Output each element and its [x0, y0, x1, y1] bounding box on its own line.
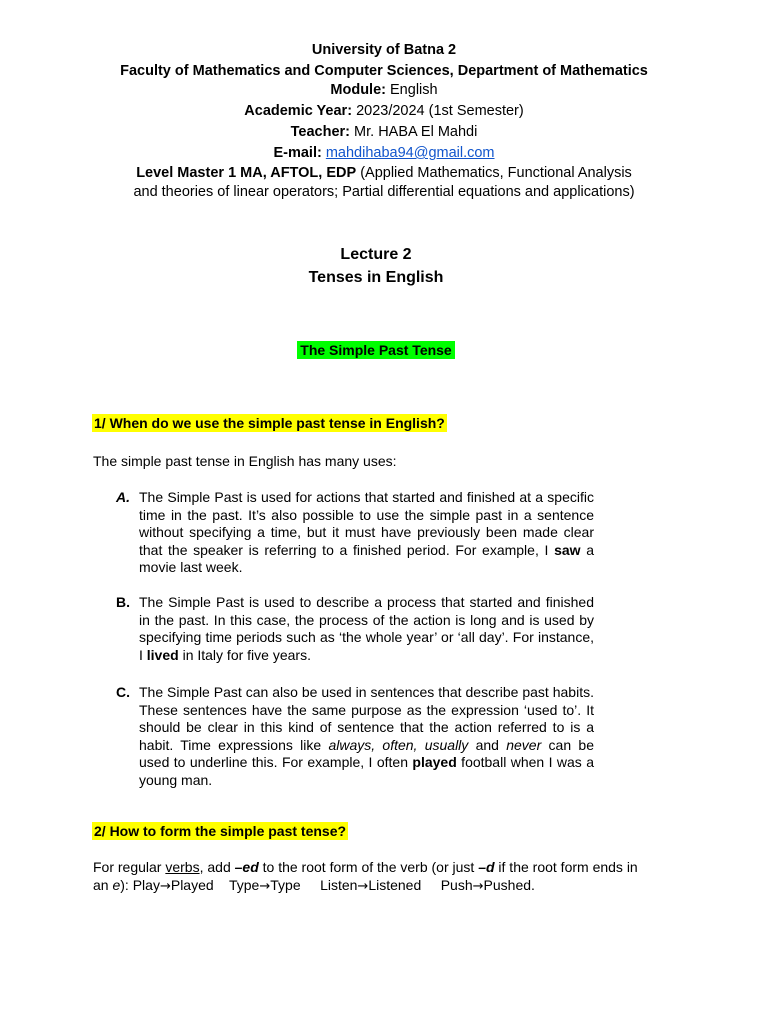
- list-item-a-text: The Simple Past is used for actions that started and finished at a specific time in the past. It’s also possible to use the simple past in a sentence without specifying a time, but it must have previously been made clear that the speaker is referring to a finished period. For example, I saw a movie last week.: [139, 489, 594, 575]
- letter-e: e: [112, 877, 121, 893]
- example-play: Play→Played: [132, 877, 214, 894]
- example-type: Type→Type: [228, 877, 301, 894]
- email-label: E-mail:: [273, 145, 322, 161]
- email-line: [0, 143, 768, 163]
- suffix-ed: –ed: [234, 859, 259, 875]
- question-2-heading: [92, 822, 348, 840]
- example-verb-played: played: [412, 754, 457, 770]
- year-label: Academic Year:: [244, 103, 353, 119]
- academic-year-line: [0, 101, 768, 121]
- level-bold: Level Master 1 MA, AFTOL, EDP: [136, 165, 357, 181]
- university-name: [0, 40, 768, 60]
- level-line2-text: and theories of linear operators; Partial differential equations and applications): [133, 184, 635, 200]
- question-2-heading-text: 2/ How to form the simple past tense?: [94, 823, 347, 839]
- module-value: English: [390, 82, 438, 98]
- year-value: 2023/2024 (1st Semester): [356, 103, 524, 119]
- list-item-b-text: The Simple Past is used to describe a process that started and finished in the past. In this case, the process of the action is long and is used by specifying time periods such as ‘the whole year’ or ‘all day’. For instance, I lived in Italy for five years.: [139, 594, 594, 663]
- faculty-name: [0, 61, 768, 81]
- email-link[interactable]: mahdihaba94@gmail.com: [325, 145, 495, 161]
- list-item-c: [116, 684, 594, 789]
- list-marker-c: C.: [116, 684, 130, 700]
- example-verb-saw: saw: [554, 541, 581, 558]
- teacher-line: [0, 122, 768, 142]
- section-title: [0, 341, 752, 359]
- list-item-c-text: The Simple Past can also be used in sentences that describe past habits. These sentences have the same purpose as the expression ‘used to’. It should be clear in this kind of sentence that the action referred to is a habit. Time expressions like always, often, usually and never can be used to underline this. For example, I often played football when I was a young man.: [139, 684, 594, 788]
- time-expression-never: never: [506, 736, 542, 753]
- example-verb-lived: lived: [146, 646, 179, 663]
- example-listen: Listen→Listened: [320, 877, 422, 894]
- list-marker-b: B.: [116, 594, 130, 610]
- question-1-heading-text: 1/ When do we use the simple past tense in English?: [94, 415, 445, 431]
- module-label: Module:: [330, 82, 386, 98]
- level-line-2: [0, 182, 768, 202]
- university-text: University of Batna 2: [311, 42, 457, 58]
- lecture-title: Tenses in English: [308, 269, 444, 286]
- q1-intro: The simple past tense in English has many uses:: [93, 453, 397, 469]
- list-marker-a: A.: [116, 489, 130, 505]
- q2-paragraph: For regular verbs, add –ed to the root form of the verb (or just –d if the root form ends in an e): Play→Played Type→Type Listen→Listened Push→Pushed.: [93, 859, 638, 894]
- module-line: [0, 80, 768, 100]
- question-1-heading: [92, 414, 447, 432]
- level-line: [0, 163, 768, 183]
- teacher-value: Mr. HABA El Mahdi: [354, 124, 478, 140]
- teacher-label: Teacher:: [290, 124, 351, 140]
- time-expressions: always, often, usually: [328, 736, 469, 753]
- verbs-link[interactable]: verbs: [165, 859, 200, 875]
- level-rest: (Applied Mathematics, Functional Analysis: [360, 165, 632, 181]
- suffix-d: –d: [478, 859, 495, 875]
- section-title-text: The Simple Past Tense: [297, 341, 454, 359]
- faculty-text: Faculty of Mathematics and Computer Sciences, Department of Mathematics: [120, 63, 648, 79]
- list-item-a: [116, 489, 594, 577]
- example-push: Push→Pushed.: [440, 877, 535, 894]
- list-item-b: [116, 594, 594, 664]
- lecture-number: Lecture 2: [340, 246, 412, 263]
